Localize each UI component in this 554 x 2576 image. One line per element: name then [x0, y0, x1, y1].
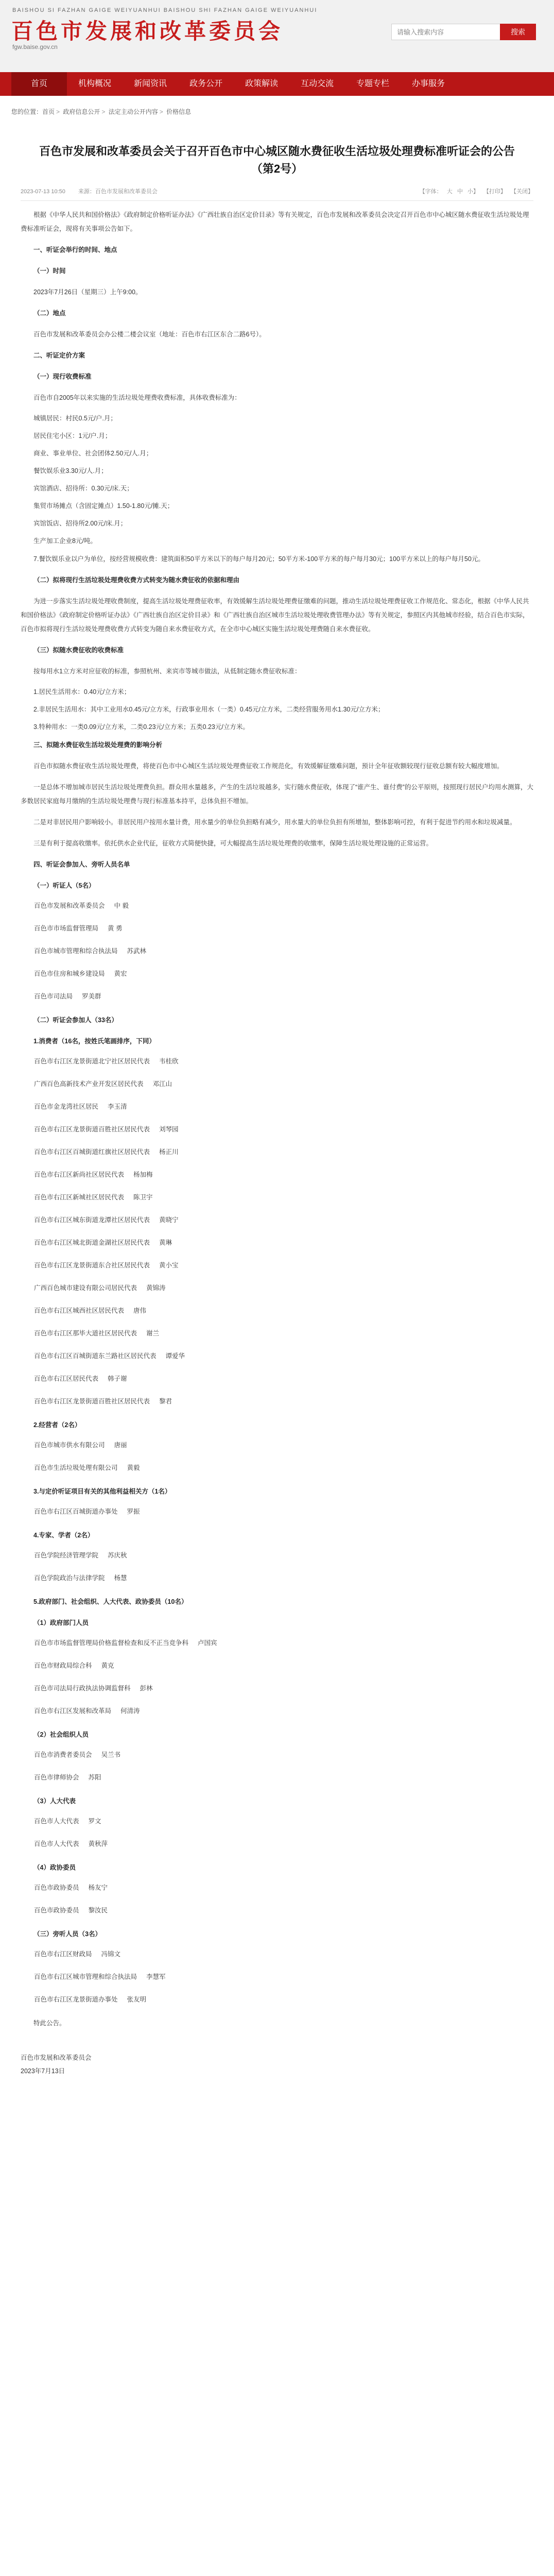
participant-row: [21, 1905, 533, 1916]
participant-name: 黄晓宁: [159, 1216, 179, 1224]
participant-name: 陈卫宇: [133, 1194, 153, 1201]
subsection-heading: （三）拟随水费征收的收费标准: [33, 647, 124, 654]
participant-org: 百色市城市供水有限公司: [34, 1442, 105, 1449]
participant-org: 百色学院政治与法律学院: [34, 1574, 105, 1582]
section-heading: 四、听证会参加人、旁听人员名单: [33, 861, 130, 868]
main-nav: [0, 72, 554, 96]
paragraph: 一是总体不增加城市居民生活垃圾处理费负担。群众用水量越多，产生的生活垃圾越多，实行随水费征收，体现了“谁产生、谁付费”的公平原则，按照现行居民户均用水测算，大多数居民家庭每月缴纳的生活垃圾处理费与现行标准基本持平，总体负担不增加。: [21, 784, 533, 805]
participant-name: 吴兰书: [101, 1751, 121, 1758]
participant-org: 百色市司法局: [34, 993, 73, 1000]
participant-org: 百色市政协委员: [34, 1884, 79, 1891]
participant-name: 罗文: [88, 1818, 101, 1825]
participant-org: 百色市右江区那毕大道社区居民代表: [34, 1330, 137, 1337]
list-item: 商业、事业单位、社会团体2.50元/人.月；: [33, 450, 153, 457]
participant-name: 韦桂欣: [159, 1058, 179, 1065]
closing-text: 特此公告。: [33, 2020, 66, 2027]
participant-name: 谭爱华: [165, 1352, 185, 1360]
participant-row: [21, 1101, 533, 1112]
participant-name: 黄秋萍: [88, 1840, 108, 1848]
list-item: 城镇居民：村民0.5元/户.月；: [33, 415, 117, 422]
nav-public[interactable]: 政务公开: [189, 79, 222, 88]
font-size-medium[interactable]: 中: [457, 189, 463, 195]
participant-name: 杨正川: [159, 1148, 179, 1156]
participant-org: 百色市右江区新尚社区居民代表: [34, 1171, 125, 1178]
participant-org: 百色市金龙湾社区居民: [34, 1103, 99, 1110]
breadcrumb-public[interactable]: 政府信息公开: [63, 108, 100, 115]
breadcrumb-category[interactable]: 法定主动公开内容: [108, 108, 158, 115]
paragraph: 百色市拟随水费征收生活垃圾处理费，将使百色市中心城区生活垃圾处理费征收工作规范化，有效缓解征缴难问题，预计全年征收额较现行征收总额有较大幅度增加。: [33, 762, 504, 770]
participant-name: 黄宏: [114, 970, 127, 977]
participant-row: [21, 1373, 533, 1384]
participant-row: [21, 1572, 533, 1584]
participant-name: 黄锦涛: [146, 1284, 166, 1292]
participant-org: 百色市律师协会: [34, 1774, 79, 1781]
participant-org: 百色市市场监督管理局价格监督检查和反不正当竞争科: [34, 1639, 189, 1647]
participant-org: 百色市右江区龙景街道北宁社区居民代表: [34, 1058, 150, 1065]
section-heading: 三、拟随水费征收生活垃圾处理费的影响分析: [33, 741, 163, 749]
participant-name: 罗振: [127, 1508, 140, 1515]
subsection-heading: 5.政府部门、社会组织、人大代表、政协委员（10名）: [33, 1598, 188, 1605]
participant-row: [21, 1462, 533, 1473]
participant-org: 百色市右江区城市管理和综合执法局: [34, 1973, 137, 1980]
participant-org: 广西百色城市建设有限公司居民代表: [34, 1284, 137, 1292]
participant-row: [21, 1816, 533, 1827]
font-size-large[interactable]: 大: [446, 189, 453, 195]
participant-name: 黄琳: [159, 1239, 172, 1246]
participant-org: 百色市城市管理和综合执法局: [34, 947, 118, 955]
article-meta: [21, 187, 533, 201]
nav-topics[interactable]: 专题专栏: [356, 79, 389, 88]
participant-name: 韩子谢: [108, 1375, 127, 1382]
participant-org: 百色市右江区龙景街道百胜社区居民代表: [34, 1126, 150, 1133]
participant-org: 百色市发展和改革委员会: [34, 902, 105, 909]
brand-title[interactable]: 百色市发展和改革委员会: [11, 19, 284, 44]
participant-name: 罗美群: [82, 993, 101, 1000]
article-body: [21, 201, 533, 2078]
participant-org: 百色市右江区发展和改革局: [34, 1707, 112, 1715]
participant-name: 唐丽: [114, 1442, 127, 1449]
participant-org: 百色市人大代表: [34, 1818, 79, 1825]
subsection-heading: 2.经营者（2名）: [33, 1421, 81, 1429]
site-header: [0, 0, 554, 72]
paragraph: 按每用水1立方米对应征收的标准，参照杭州、来宾市等城市做法，从低制定随水费征收标准：: [33, 668, 301, 675]
participant-org: 百色市右江区居民代表: [34, 1375, 99, 1382]
participant-name: 邓江山: [152, 1080, 172, 1088]
participant-row: [21, 1237, 533, 1248]
subsection-heading: （二）地点: [33, 310, 66, 317]
participant-org: 百色市右江区城东街道龙潭社区居民代表: [34, 1216, 150, 1224]
paragraph: 为进一步落实生活垃圾处理收费制度，提高生活垃圾处理费征收率，有效缓解生活垃圾处理费征缴难的问题，推动生活垃圾处理费征收工作规范化、常态化，根据《中华人民共和国价格法》《政府制定价格听证办法》《广西壮族自治区定价目录》和《广西壮族自治区城市生活垃圾处理收费管理办法》等有关规定，参照区内其他城市经验，结合百色市实际，百色市拟将现行生活垃圾处理费收费方式转变为随自来水费征收方式，在全市中心城区实施生活垃圾处理费随自来水费征收。: [21, 598, 529, 633]
participant-org: 百色市右江区财政局: [34, 1951, 92, 1958]
participant-row: [21, 900, 533, 911]
section-heading: 一、听证会举行的时间、地点: [33, 246, 117, 253]
intro-paragraph: 根据《中华人民共和国价格法》《政府制定价格听证办法》《广西壮族自治区定价目录》等有关规定，百色市发展和改革委员会决定召开百色市中心城区随水费征收生活垃圾处理费标准听证会，现将有关事项公告如下。: [21, 211, 529, 232]
participant-name: 杨加梅: [133, 1171, 153, 1178]
participant-row: [21, 1056, 533, 1067]
article-date: 2023-07-13 10:50: [21, 189, 65, 195]
participant-name: 卢国宾: [198, 1639, 217, 1647]
participant-row: [21, 1882, 533, 1893]
breadcrumb: 您的位置：首页 > 政府信息公开 > 法定主动公开内容 > 价格信息: [11, 108, 192, 115]
participant-row: [21, 1637, 533, 1649]
participant-name: 黎汝民: [88, 1907, 108, 1914]
paragraph: 2023年7月26日（星期三）上午9:00。: [33, 289, 142, 296]
breadcrumb-current[interactable]: 价格信息: [166, 108, 192, 115]
subsection-heading: （1）政府部门人员: [33, 1619, 89, 1626]
participant-row: [21, 945, 533, 957]
participant-row: [21, 1146, 533, 1158]
nav-policy[interactable]: 政策解读: [245, 79, 278, 88]
participant-row: [21, 1169, 533, 1180]
participant-org: 百色市右江区新城社区居民代表: [34, 1194, 125, 1201]
participant-org: 百色市右江区城西社区居民代表: [34, 1307, 125, 1314]
subsection-heading: 3.与定价听证项目有关的其他利益相关方（1名）: [33, 1488, 171, 1495]
participant-row: [21, 1124, 533, 1135]
subsection-heading: （2）社会组织人员: [33, 1731, 89, 1738]
participant-org: 百色市市场监督管理局: [34, 925, 99, 932]
participant-org: 百色学院经济管理学院: [34, 1552, 99, 1559]
participant-row: [21, 1838, 533, 1850]
article-title: 百色市发展和改革委员会关于召开百色市中心城区随水费征收生活垃圾处理费标准听证会的公告（第2号）: [39, 145, 515, 175]
participant-org: 百色市住房和城乡建设局: [34, 970, 105, 977]
nav-news[interactable]: 新闻资讯: [133, 79, 167, 88]
list-item: 宾馆酒店、招待所：0.30元/床.天；: [33, 485, 133, 492]
participant-row: [21, 1683, 533, 1694]
participant-name: 黄克: [101, 1662, 114, 1669]
list-item: 1.居民生活用水：0.40元/立方米；: [33, 688, 131, 696]
participant-org: 百色市右江区百城街道东兰路社区居民代表: [34, 1352, 157, 1360]
participant-org: 广西百色高新技术产业开发区居民代表: [34, 1080, 144, 1088]
participant-row: [21, 1260, 533, 1271]
paragraph: 三是有利于提高收缴率。依托供水企业代征，征收方式简便快捷，可大幅提高生活垃圾处理费的收缴率，保障生活垃圾处理设施的正常运营。: [33, 840, 433, 847]
participant-row: [21, 1705, 533, 1717]
participant-row: [21, 1350, 533, 1362]
font-size-small[interactable]: 小】: [467, 189, 479, 195]
participant-row: [21, 1439, 533, 1451]
search-box: [391, 24, 500, 40]
subsection-heading: （三）旁听人员（3名）: [33, 1930, 101, 1938]
subsection-heading: 4.专家、学者（2名）: [33, 1532, 94, 1539]
subsection-heading: （3）人大代表: [33, 1798, 76, 1805]
print-link[interactable]: 【打印】: [483, 189, 506, 195]
participant-org: 百色市财政局综合科: [34, 1662, 92, 1669]
participant-row: [21, 1660, 533, 1671]
participant-row: [21, 1772, 533, 1783]
participant-name: 苏阳: [88, 1774, 101, 1781]
participant-row: [21, 1305, 533, 1316]
participant-row: [21, 1214, 533, 1226]
participant-org: 百色市右江区百城街道红旗社区居民代表: [34, 1148, 150, 1156]
subsection-heading: （一）听证人（5名）: [33, 882, 95, 889]
participant-row: [21, 923, 533, 934]
participant-name: 杨友宁: [88, 1884, 108, 1891]
list-item: 3.特种用水：一类0.09元/立方米，二类0.23元/立方米；五类0.23元/立方米。: [33, 723, 249, 731]
participant-name: 杨慧: [114, 1574, 127, 1582]
section-heading: 二、听证定价方案: [33, 352, 85, 359]
close-link[interactable]: 【关闭】: [511, 189, 533, 195]
nav-about[interactable]: 机构概况: [78, 79, 111, 88]
list-item: 宾馆饭店、招待所2.00元/床.月；: [33, 520, 127, 527]
participant-name: 苏庆秋: [108, 1552, 127, 1559]
participant-row: [21, 1971, 533, 1982]
signature-block: [21, 2051, 533, 2078]
participant-row: [21, 991, 533, 1002]
search-input[interactable]: [392, 24, 500, 40]
participant-name: 刘琴园: [159, 1126, 179, 1133]
list-item: 生产加工企业8元/吨。: [33, 537, 97, 545]
participant-name: 黄 勇: [108, 925, 123, 932]
participant-name: 张友明: [127, 1996, 147, 2003]
participant-row: [21, 1396, 533, 1407]
participant-org: 百色市生活垃圾处理有限公司: [34, 1464, 118, 1471]
breadcrumb-home[interactable]: 您的位置：首页: [11, 108, 55, 115]
participant-row: [21, 1948, 533, 1960]
paragraph: 百色市发展和改革委员会办公楼二楼会议室（地址：百色市右江区东合二路6号）。: [33, 331, 266, 338]
list-item: 2.非居民生活用水：其中工业用水0.45元/立方米，行政事业用水（一类）0.45元/立方米，二类经营服务用水1.30元/立方米；: [33, 706, 385, 713]
participant-row: [21, 1749, 533, 1760]
subsection-heading: （二）听证会参加人（33名）: [33, 1016, 118, 1024]
subsection-heading: （二）拟将现行生活垃圾处理费收费方式转变为随水费征收的依据和理由: [33, 577, 240, 584]
subsection-heading: （一）时间: [33, 267, 66, 275]
participant-name: 黄毅: [127, 1464, 140, 1471]
search-button[interactable]: 搜索: [500, 24, 536, 40]
participant-org: 百色市消费者委员会: [34, 1751, 92, 1758]
article: [0, 143, 554, 2078]
participant-org: 百色市右江区龙景街道百胜社区居民代表: [34, 1398, 150, 1405]
participant-org: 百色市右江区城北街道金湖社区居民代表: [34, 1239, 150, 1246]
brand-url: fgw.baise.gov.cn: [12, 43, 58, 50]
nav-home[interactable]: 首页: [11, 72, 67, 96]
participant-name: 李玉清: [108, 1103, 127, 1110]
brand-pinyin: BAISHOU SI FAZHAN GAIGE WEIYUANHUI BAISHOU SHI FAZHAN GAIGE WEIYUANHUI: [12, 7, 318, 13]
participant-row: [21, 1192, 533, 1203]
participant-row: [21, 1550, 533, 1561]
participant-name: 谢兰: [146, 1330, 160, 1337]
paragraph: 7.餐饮娱乐业以户为单位，按经营规模收费：建筑面积50平方米以下的每户每月20元；50平方米-100平方米的每户每月30元；100平方米以上的每户每月50元。: [33, 555, 484, 563]
participant-row: [21, 1506, 533, 1517]
nav-interact[interactable]: 互动交流: [300, 79, 334, 88]
subsection-heading: 1.消费者（16名，按姓氏笔画排序，下同）: [33, 1038, 155, 1045]
paragraph: 百色市自2005年以来实施的生活垃圾处理费收费标准，具体收费标准为：: [33, 394, 241, 401]
participant-org: 百色市政协委员: [34, 1907, 79, 1914]
participant-name: 何清涛: [120, 1707, 140, 1715]
participant-name: 李慧军: [146, 1973, 166, 1980]
signature-org: 百色市发展和改革委员会: [21, 2054, 92, 2061]
participant-name: 黄小宝: [159, 1262, 179, 1269]
article-source: 来源：百色市发展和改革委员会: [78, 189, 158, 195]
list-item: 居民住宅小区：1元/户.月；: [33, 432, 112, 439]
participant-org: 百色市人大代表: [34, 1840, 79, 1848]
font-size-label: 【字体：: [419, 189, 442, 195]
paragraph: 二是对非居民用户影响较小。非居民用户按用水量计费，用水量少的单位负担略有减少，用水量大的单位负担有所增加，整体影响可控，有利于促进节约用水和垃圾减量。: [33, 819, 516, 826]
list-item: 餐饮娱乐业3.30元/人.月；: [33, 467, 108, 474]
participant-row: [21, 968, 533, 979]
participant-name: 唐伟: [133, 1307, 147, 1314]
participant-name: 黎君: [159, 1398, 172, 1405]
subsection-heading: （一）现行收费标准: [33, 373, 92, 380]
participant-org: 百色市司法局行政执法协调监督科: [34, 1685, 131, 1692]
participant-org: 百色市右江区龙景街道办事处: [34, 1996, 118, 2003]
participant-org: 百色市右江区百城街道办事处: [34, 1508, 118, 1515]
participant-org: 百色市右江区龙景街道东合社区居民代表: [34, 1262, 150, 1269]
list-item: 集贸市场摊点（含固定摊点）1.50-1.80元/摊.天；: [33, 502, 174, 510]
participant-row: [21, 1328, 533, 1339]
signature-date: 2023年7月13日: [21, 2067, 65, 2075]
participant-row: [21, 1994, 533, 2005]
nav-service[interactable]: 办事服务: [411, 79, 445, 88]
subsection-heading: （4）政协委员: [33, 1864, 76, 1871]
participant-name: 彭林: [140, 1685, 153, 1692]
participant-row: [21, 1282, 533, 1294]
participant-name: 中 毅: [114, 902, 129, 909]
participant-name: 冯锦文: [101, 1951, 121, 1958]
participant-row: [21, 1078, 533, 1090]
participant-name: 苏武林: [127, 947, 147, 955]
